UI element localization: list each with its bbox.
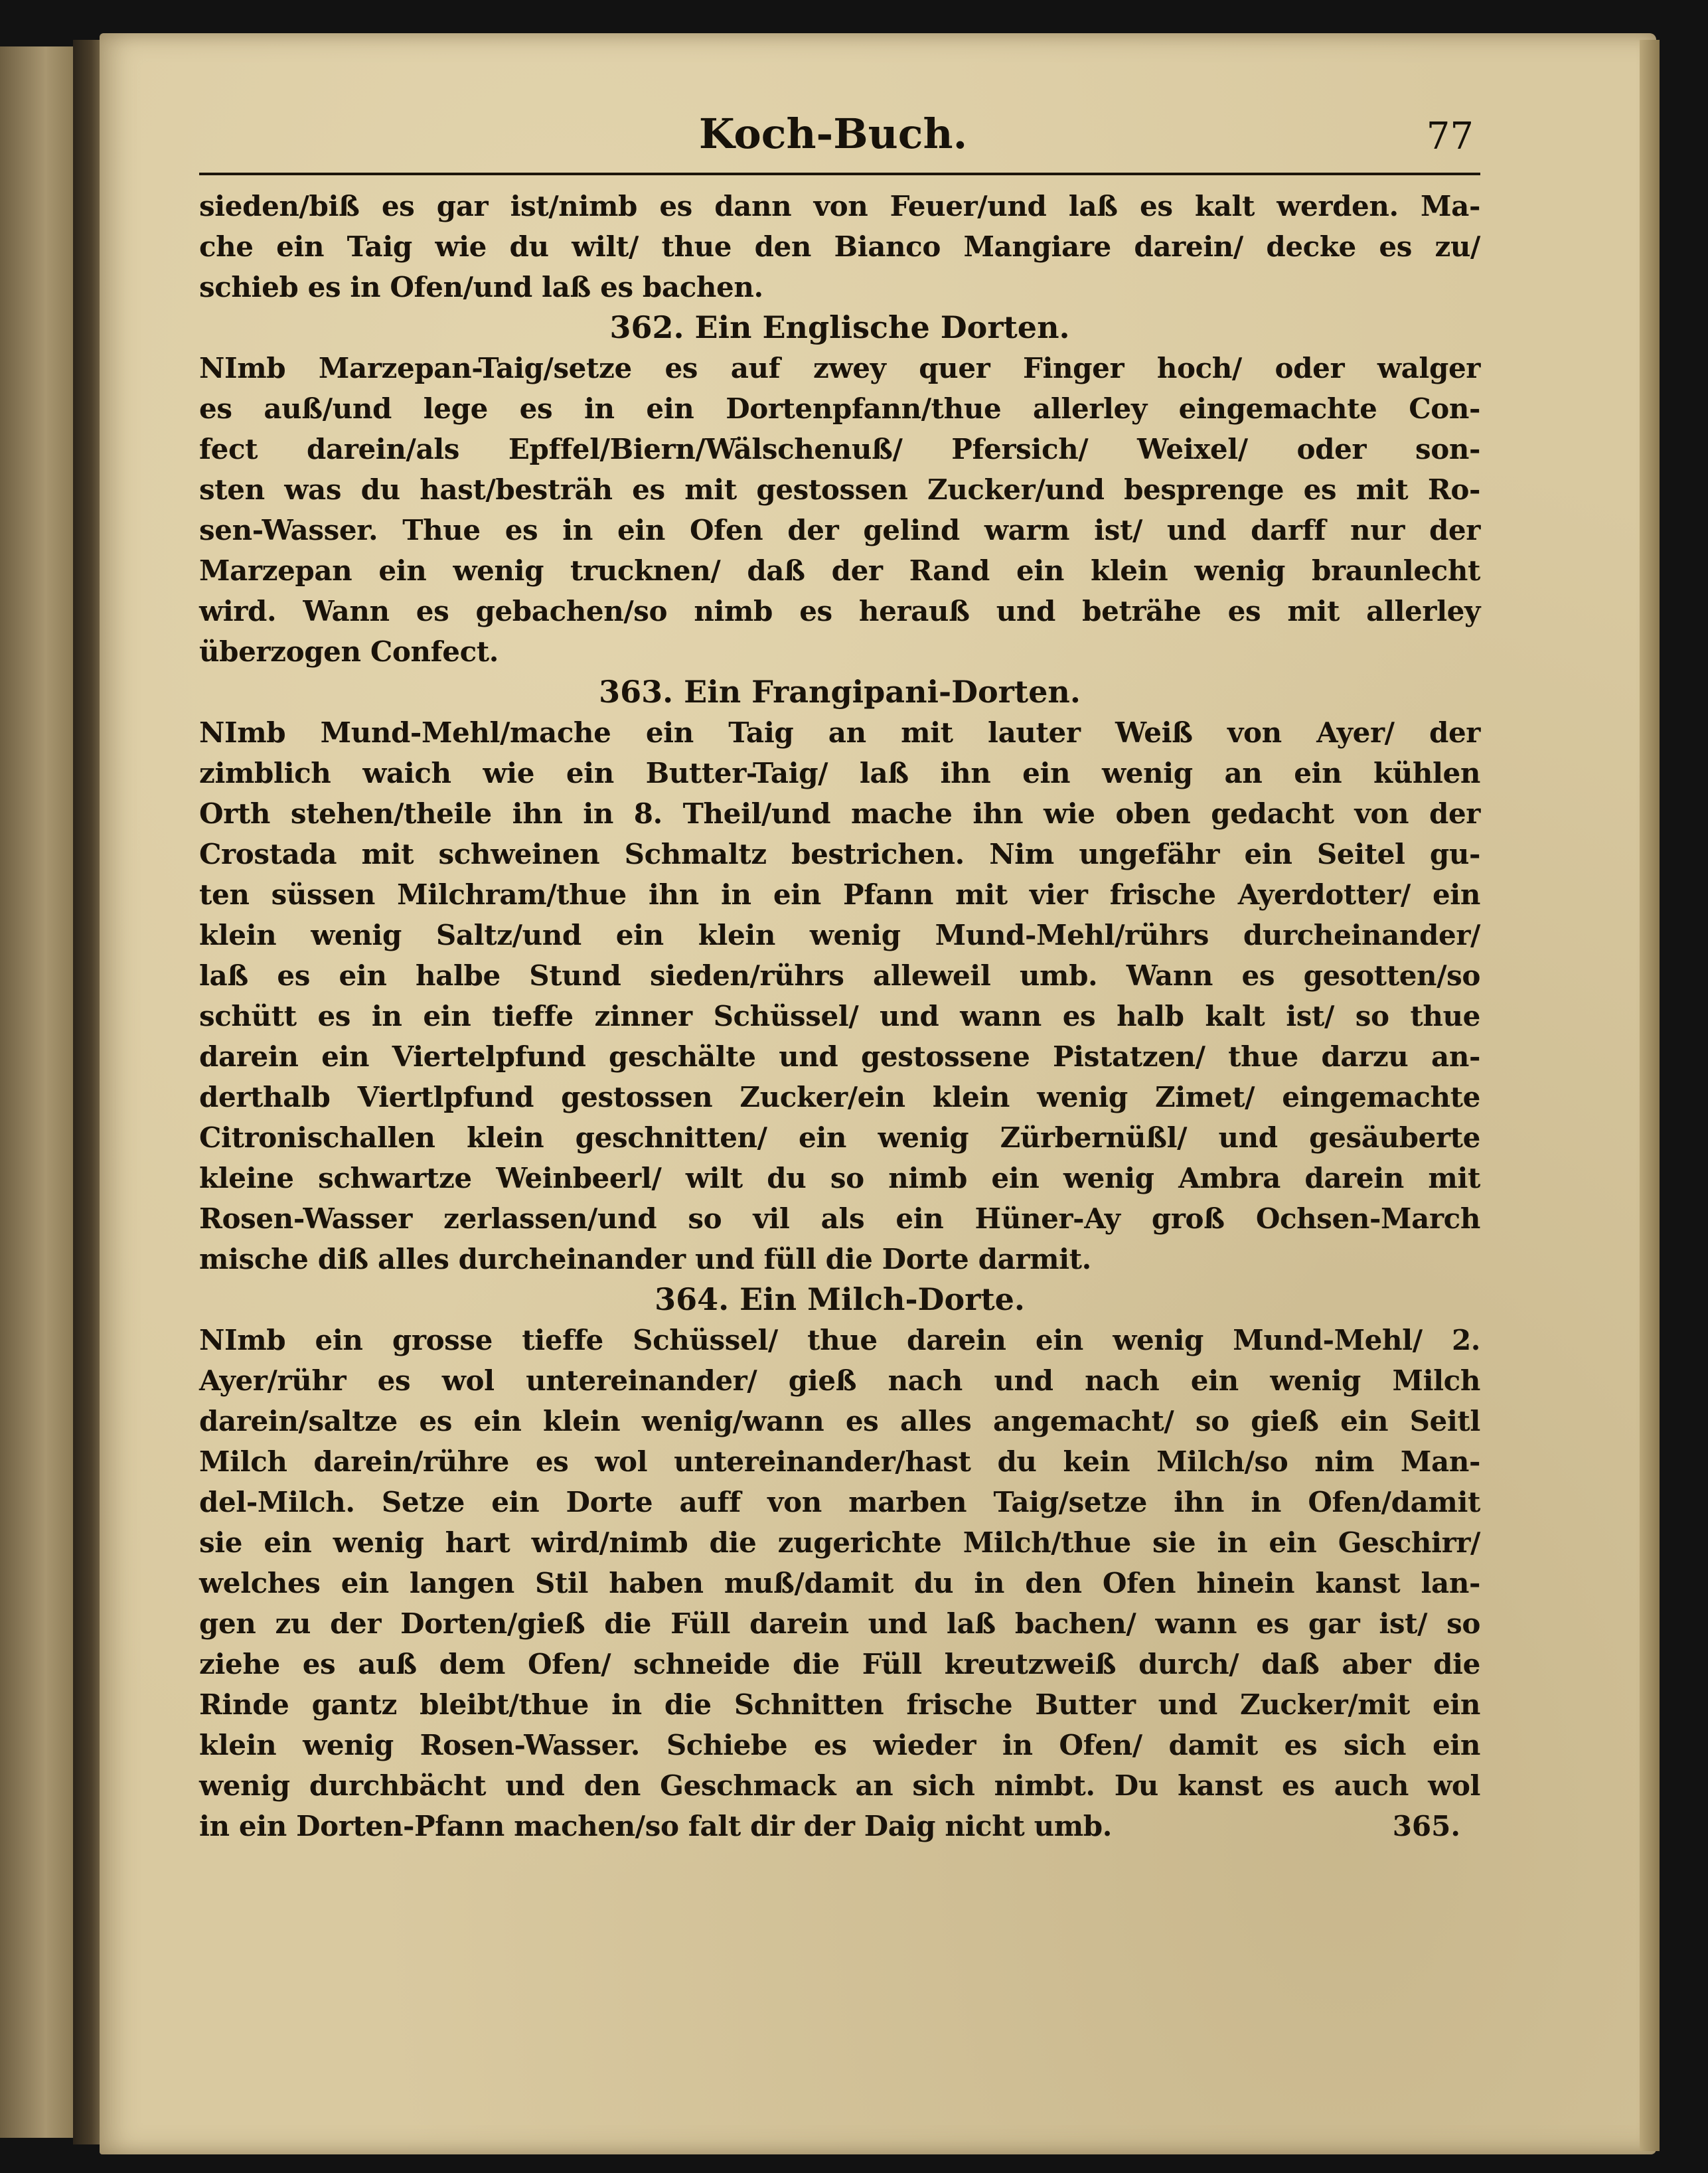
page-edge-shadow [1640, 40, 1660, 2151]
text-line: del-Milch. Setze ein Dorte auff von marben Taig/setze ihn in Ofen/damit [199, 1486, 1480, 1518]
text-line: mische diß alles durcheinander und füll die Dorte darmit. [199, 1243, 1091, 1275]
text-line: Marzepan ein wenig trucknen/ daß der Rand ein klein wenig braunlecht [199, 554, 1480, 587]
text-line: Crostada mit schweinen Schmaltz bestrichen. Nim ungefähr ein Seitel gu- [199, 838, 1480, 870]
page-header [199, 110, 1474, 183]
text-line: wenig durchbächt und den Geschmack an sich nimbt. Du kanst es auch wol [199, 1769, 1480, 1802]
text-line: sieden/biß es gar ist/nimb es dann von Feuer/und laß es kalt werden. Ma- [199, 190, 1480, 222]
text-line: wird. Wann es gebachen/so nimb es herauß und beträhe es mit allerley [199, 595, 1480, 627]
text-line: derthalb Viertlpfund gestossen Zucker/ein klein wenig Zimet/ eingemachte [199, 1081, 1480, 1113]
recipe-heading: 364. Ein Milch-Dorte. [655, 1281, 1025, 1317]
text-line: schieb es in Ofen/und laß es bachen. [199, 271, 763, 303]
catchword: 365. [1392, 1810, 1460, 1842]
text-line: fect darein/als Epffel/Biern/Wälschenuß/ Pfersich/ Weixel/ oder son- [199, 433, 1480, 465]
text-line: klein wenig Rosen-Wasser. Schiebe es wieder in Ofen/ damit es sich ein [199, 1729, 1480, 1761]
text-line: sen-Wasser. Thue es in ein Ofen der gelind warm ist/ und darff nur der [199, 514, 1480, 546]
text-line: Ayer/rühr es wol untereinander/ gieß nach und nach ein wenig Milch [199, 1364, 1480, 1397]
text-line: Orth stehen/theile ihn in 8. Theil/und mache ihn wie oben gedacht von der [199, 797, 1480, 830]
text-line: welches ein langen Stil haben muß/damit du in den Ofen hinein kanst lan- [199, 1567, 1480, 1599]
text-line: sie ein wenig hart wird/nimb die zugerichte Milch/thue sie in ein Geschirr/ [199, 1526, 1480, 1559]
text-line: Citronischallen klein geschnitten/ ein wenig Zürbernüßl/ und gesäuberte [199, 1121, 1480, 1154]
text-line: Rinde gantz bleibt/thue in die Schnitten frische Butter und Zucker/mit ein [199, 1688, 1480, 1721]
text-line: NImb Marzepan-Taig/setze es auf zwey quer Finger hoch/ oder walger [199, 352, 1480, 384]
text-line: sten was du hast/besträh es mit gestossen Zucker/und besprenge es mit Ro- [199, 473, 1480, 506]
header-rule [199, 173, 1480, 175]
final-line-wrap [199, 1806, 1480, 1846]
recipe-heading: 362. Ein Englische Dorten. [609, 309, 1070, 345]
text-line: ziehe es auß dem Ofen/ schneide die Füll kreutzweiß durch/ daß aber die [199, 1648, 1480, 1680]
running-title: Koch-Buch. [698, 110, 968, 158]
text-line: laß es ein halbe Stund sieden/rührs alleweil umb. Wann es gesotten/so [199, 959, 1480, 992]
text-line: NImb Mund-Mehl/mache ein Taig an mit lauter Weiß von Ayer/ der [199, 716, 1480, 749]
text-line: in ein Dorten-Pfann machen/so falt dir der Daig nicht umb. [199, 1810, 1112, 1842]
text-line: kleine schwartze Weinbeerl/ wilt du so nimb ein wenig Ambra darein mit [199, 1162, 1480, 1194]
recipe-heading: 363. Ein Frangipani-Dorten. [599, 674, 1081, 710]
text-line: darein ein Viertelpfund geschälte und gestossene Pistatzen/ thue darzu an- [199, 1040, 1480, 1073]
text-line: Rosen-Wasser zerlassen/und so vil als ein Hüner-Ay groß Ochsen-March [199, 1202, 1480, 1235]
previous-page-edge [0, 46, 76, 2138]
page-number: 77 [1426, 115, 1474, 158]
text-line: ten süssen Milchram/thue ihn in ein Pfann mit vier frische Ayerdotter/ ein [199, 878, 1480, 911]
text-line: klein wenig Saltz/und ein klein wenig Mund-Mehl/rührs durcheinander/ [199, 919, 1480, 951]
page-body [199, 186, 1480, 1846]
text-line: überzogen Confect. [199, 635, 499, 668]
text-line: che ein Taig wie du wilt/ thue den Bianco Mangiare darein/ decke es zu/ [199, 230, 1480, 263]
text-line: schütt es in ein tieffe zinner Schüssel/ und wann es halb kalt ist/ so thue [199, 1000, 1480, 1032]
text-line: gen zu der Dorten/gieß die Füll darein und laß bachen/ wann es gar ist/ so [199, 1607, 1480, 1640]
text-line: zimblich waich wie ein Butter-Taig/ laß ihn ein wenig an ein kühlen [199, 757, 1480, 789]
text-line: darein/saltze es ein klein wenig/wann es alles angemacht/ so gieß ein Seitl [199, 1405, 1480, 1437]
text-line: Milch darein/rühre es wol untereinander/hast du kein Milch/so nim Man- [199, 1445, 1480, 1478]
text-line: NImb ein grosse tieffe Schüssel/ thue darein ein wenig Mund-Mehl/ 2. [199, 1324, 1480, 1356]
text-line: es auß/und lege es in ein Dortenpfann/thue allerley eingemachte Con- [199, 392, 1480, 425]
